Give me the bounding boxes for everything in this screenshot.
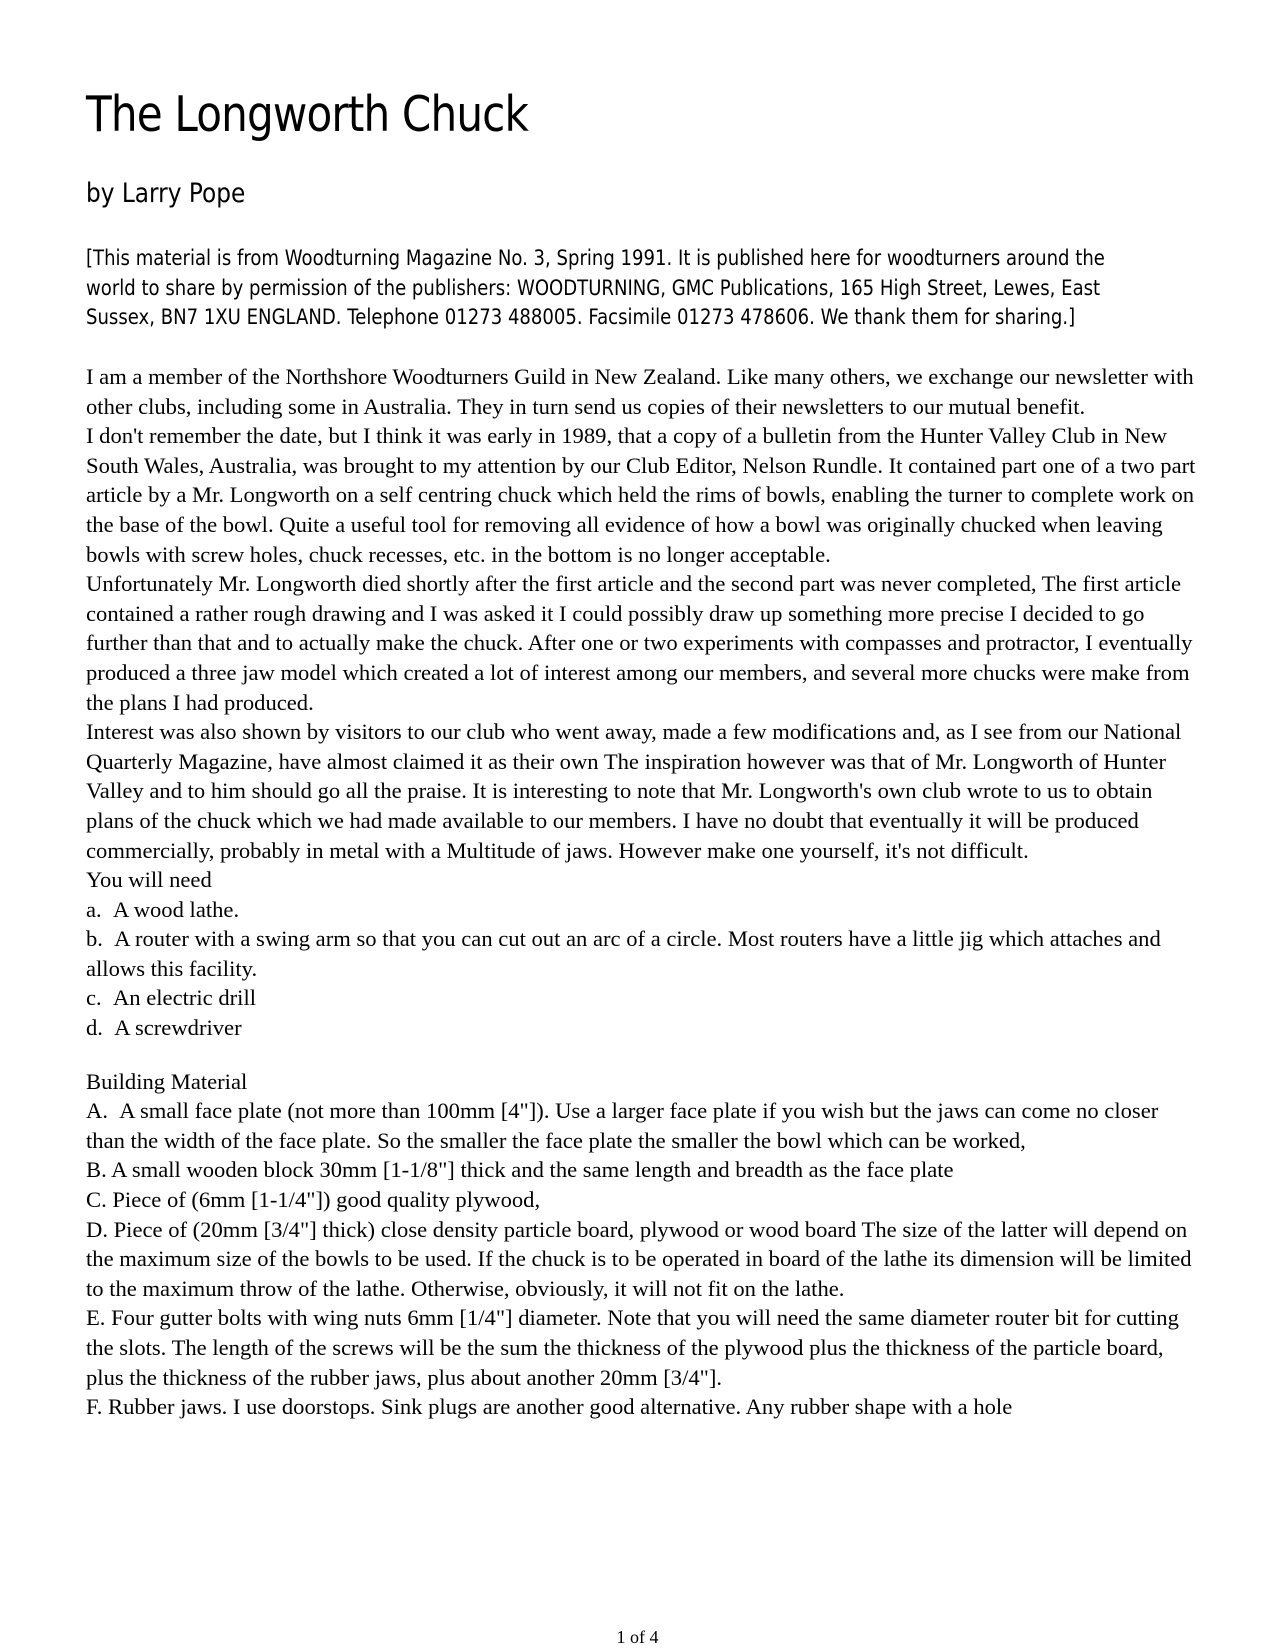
needs-item: d. A screwdriver — [86, 1015, 242, 1041]
needs-item: a. A wood lathe. — [86, 896, 240, 922]
section-spacer — [86, 1043, 1196, 1067]
material-item: E. Four gutter bolts with wing nuts 6mm [1/4"] diameter. Note that you will need the same diameter router bit for cutting the slots. The length of the screws will be the sum the thickness of the plywood plus the thickness of the particle board, plus the thickness of the rubber jaws, plus about another 20mm [3/4"]. — [86, 1305, 1179, 1390]
article-body — [86, 362, 1196, 1422]
material-item: D. Piece of (20mm [3/4"] thick) close density particle board, plywood or wood board The size of the latter will depend on the maximum size of the bowls to be used. If the chuck is to be operated in board of the lathe its dimension will be limited to the maximum throw of the lathe. Otherwise, obviously, it will not fit on the lathe. — [86, 1216, 1192, 1301]
material-item: B. A small wooden block 30mm [1-1/8"] thick and the same length and breadth as the face plate — [86, 1157, 954, 1183]
material-item: C. Piece of (6mm [1-1/4"]) good quality plywood, — [86, 1187, 541, 1213]
needs-item: b. A router with a swing arm so that you can cut out an arc of a circle. Most routers have a little jig which attaches and allows this facility. — [86, 926, 1161, 981]
material-item: F. Rubber jaws. I use doorstops. Sink plugs are another good alternative. Any rubber shape with a hole — [86, 1394, 1013, 1420]
needs-item: c. An electric drill — [86, 985, 257, 1011]
publication-note: [This material is from Woodturning Magazine No. 3, Spring 1991. It is published here for woodturners around the world to share by permission of the publishers: WOODTURNING, GMC Publications, 165 High Street, Lewes, East Sussex, BN7 1XU ENGLAND. Telephone 01273 488005. Facsimile 01273 478606. We thank them for sharing.] — [86, 246, 1105, 330]
material-heading: Building Material — [86, 1068, 248, 1094]
body-paragraph: I am a member of the Northshore Woodturners Guild in New Zealand. Like many others, we exchange our newsletter with other clubs, including some in Australia. They in turn send us copies of their newsletters to our mutual benefit. — [86, 364, 1194, 419]
body-paragraph: Unfortunately Mr. Longworth died shortly after the first article and the second part was never completed, The first article contained a rather rough drawing and I was asked it I could possibly draw up something more precise I decided to go further than that and to actually make the chuck. After one or two experiments with compasses and protractor, I eventually produced a three jaw model which created a lot of interest among our members, and several more chucks were make from the plans I had produced. — [86, 571, 1193, 715]
needs-heading: You will need — [86, 867, 212, 893]
author-byline: by Larry Pope — [86, 178, 246, 209]
material-item: A. A small face plate (not more than 100mm [4"]). Use a larger face plate if you wish but the jaws can come no closer than the width of the face plate. So the smaller the face plate the smaller the bowl which can be worked, — [86, 1098, 1159, 1153]
body-paragraph: Interest was also shown by visitors to our club who went away, made a few modifications and, as I see from our National Quarterly Magazine, have almost claimed it as their own The inspiration however was that of Mr. Longworth of Hunter Valley and to him should go all the praise. It is interesting to note that Mr. Longworth's own club wrote to us to obtain plans of the chuck which we had made available to our members. I have no doubt that eventually it will be produced commercially, probably in metal with a Multitude of jaws. However make one yourself, it's not difficult. — [86, 719, 1182, 863]
body-paragraph: I don't remember the date, but I think it was early in 1989, that a copy of a bulletin from the Hunter Valley Club in New South Wales, Australia, was brought to my attention by our Club Editor, Nelson Rundle. It contained part one of a two part article by a Mr. Longworth on a self centring chuck which held the rims of bowls, enabling the turner to complete work on the base of the bowl. Quite a useful tool for removing all evidence of how a bowl was originally chucked when leaving bowls with screw holes, chuck recesses, etc. in the bottom is no longer acceptable. — [86, 423, 1196, 567]
page-number: 1 of 4 — [616, 1627, 659, 1647]
article-title: The Longworth Chuck — [86, 86, 529, 143]
